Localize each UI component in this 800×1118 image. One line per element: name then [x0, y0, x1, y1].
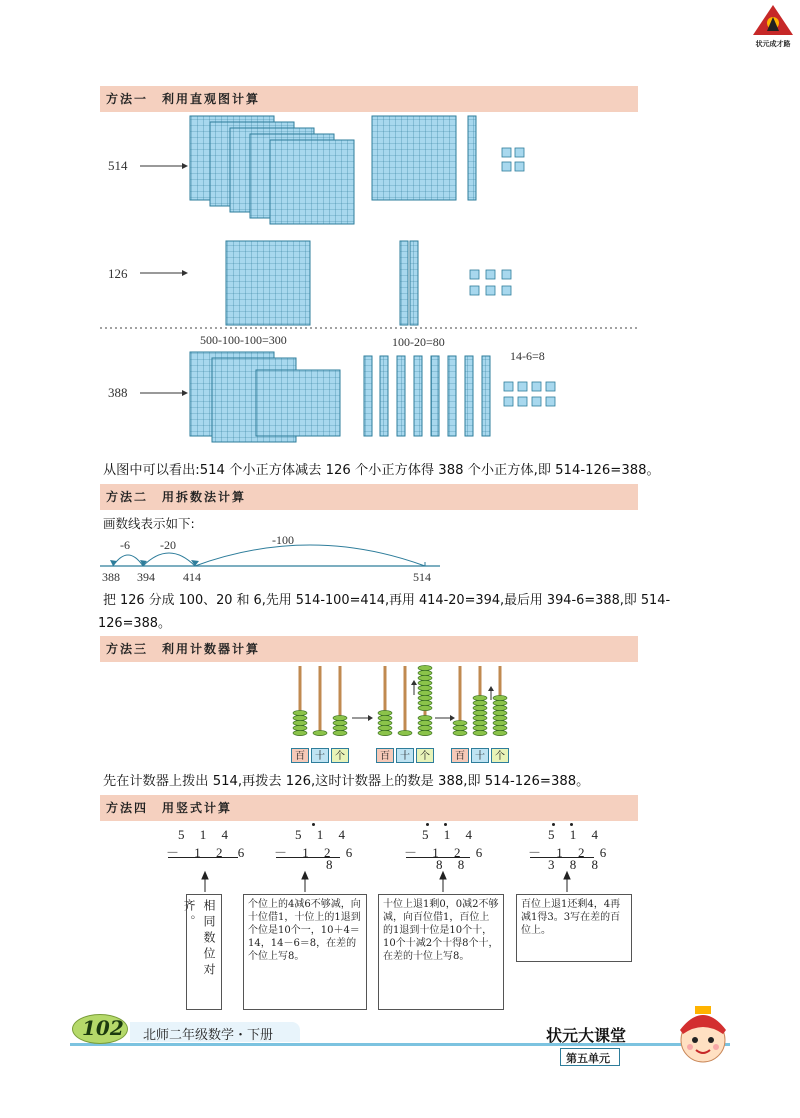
method2-header [100, 484, 638, 510]
brand-name: 状元大课堂 [546, 1026, 627, 1045]
unit-cubes-388 [504, 382, 555, 406]
jump-arc-6 [113, 555, 143, 566]
place-label-hundreds-3: 百 [451, 748, 469, 763]
method1-title: 方法一 利用直观图计算 [106, 92, 261, 106]
step4-note: 百位上退1还剩4，4再减1得3。3写在差的百位上。 [516, 894, 632, 962]
footer-rule [70, 1043, 730, 1046]
jump-label-100: -100 [272, 533, 294, 547]
step3-borrow-dot-2 [444, 823, 447, 826]
hundred-flats-388 [190, 352, 340, 442]
method4-title: 方法四 用竖式计算 [106, 801, 233, 815]
place-label-ones-2: 个 [416, 748, 434, 763]
abacus-step2 [378, 665, 432, 736]
step4-borrow-dot-1 [552, 823, 555, 826]
step-arrows [0, 870, 800, 896]
step3-top: 5 1 4 [422, 827, 478, 842]
method1-header [100, 86, 638, 112]
label-514: 514 [108, 158, 128, 173]
method2-title: 方法二 用拆数法计算 [106, 490, 247, 504]
step2-note: 个位上的4减6不够减，向十位借1，十位上的1退到个位是10个一，10＋4＝14，14－6＝8，在差的个位上写8。 [243, 894, 367, 1010]
step4-top: 5 1 4 [548, 827, 604, 842]
unit-cubes-126 [470, 270, 511, 295]
step4-result: 3 8 8 [548, 857, 604, 872]
step2-result: 8 [326, 857, 339, 872]
step3-sub: － 1 2 6 [404, 845, 489, 860]
ten-rod-514 [468, 116, 476, 200]
method3-header [100, 636, 638, 662]
logo-emblem-icon [752, 4, 794, 36]
tick-414: 414 [183, 570, 201, 584]
step2-borrow-dot [312, 823, 315, 826]
abacus-figure [280, 660, 530, 752]
place-label-ones-3: 个 [491, 748, 509, 763]
page-number: 102 [82, 1016, 124, 1040]
method2-text-line2: 126=388。 [98, 616, 171, 631]
method4-header [100, 795, 638, 821]
abacus-514 [293, 666, 347, 736]
logo-caption: 状元成才路 [755, 40, 791, 48]
step1-rule [168, 857, 238, 858]
method3-title: 方法三 利用计数器计算 [106, 642, 261, 656]
step1-sub: － 1 2 6 [166, 845, 251, 860]
method3-conclusion: 先在计数器上拨出 514,再拨去 126,这时计数器上的数是 388,即 514-126=388。 [103, 774, 590, 789]
label-388: 388 [108, 385, 128, 400]
step1-note: 相同数位对齐。 [186, 894, 222, 1010]
step4-sub: － 1 2 6 [528, 845, 613, 860]
unit-label: 第五单元 [566, 1052, 610, 1065]
step2-sub: － 1 2 6 [274, 845, 359, 860]
tick-514: 514 [413, 570, 431, 584]
jump-arc-100 [195, 545, 425, 566]
publisher-logo [752, 4, 794, 48]
hundred-flat-126 [226, 241, 310, 325]
step3-note: 十位上退1剩0，0减2不够减，向百位借1，百位上的1退到十位是10个十，10个十减2个十得8个十，在差的十位上写8。 [378, 894, 504, 1010]
place-label-tens-1: 十 [311, 748, 329, 763]
place-label-tens-2: 十 [396, 748, 414, 763]
jump-label-6: -6 [120, 538, 130, 552]
step1-top: 5 1 4 [178, 827, 234, 842]
unit-cubes-514 [502, 148, 524, 171]
ten-rods-388 [364, 356, 490, 436]
eq-tens: 100-20=80 [392, 335, 445, 349]
tick-388: 388 [102, 570, 120, 584]
place-label-hundreds-2: 百 [376, 748, 394, 763]
label-126: 126 [108, 266, 128, 281]
eq-ones: 14-6=8 [510, 349, 545, 363]
ten-rod-126-b [410, 241, 418, 325]
jump-arc-20 [143, 553, 195, 566]
book-title: 北师二年级数学・下册 [143, 1028, 274, 1043]
abacus-388 [453, 666, 507, 736]
step2-top: 5 1 4 [295, 827, 351, 842]
step3-result: 8 8 [436, 857, 471, 872]
place-label-hundreds-1: 百 [291, 748, 309, 763]
method2-intro: 画数线表示如下: [103, 516, 195, 531]
eq-hundreds: 500-100-100=300 [200, 333, 287, 347]
method1-conclusion: 从图中可以看出:514 个小正方体减去 126 个小正方体得 388 个小正方体,即 514-126=388。 [103, 463, 660, 478]
tick-394: 394 [137, 570, 155, 584]
jump-label-20: -20 [160, 538, 176, 552]
method2-text-line1: 把 126 分成 100、20 和 6,先用 514-100=414,再用 414-20=394,最后用 394-6=388,即 514- [103, 593, 671, 608]
place-label-ones-1: 个 [331, 748, 349, 763]
mascot-icon [668, 1000, 738, 1070]
place-label-tens-3: 十 [471, 748, 489, 763]
step4-borrow-dot-2 [570, 823, 573, 826]
hundred-flats-514 [190, 116, 456, 224]
step3-borrow-dot-1 [426, 823, 429, 826]
ten-rod-126-a [400, 241, 408, 325]
